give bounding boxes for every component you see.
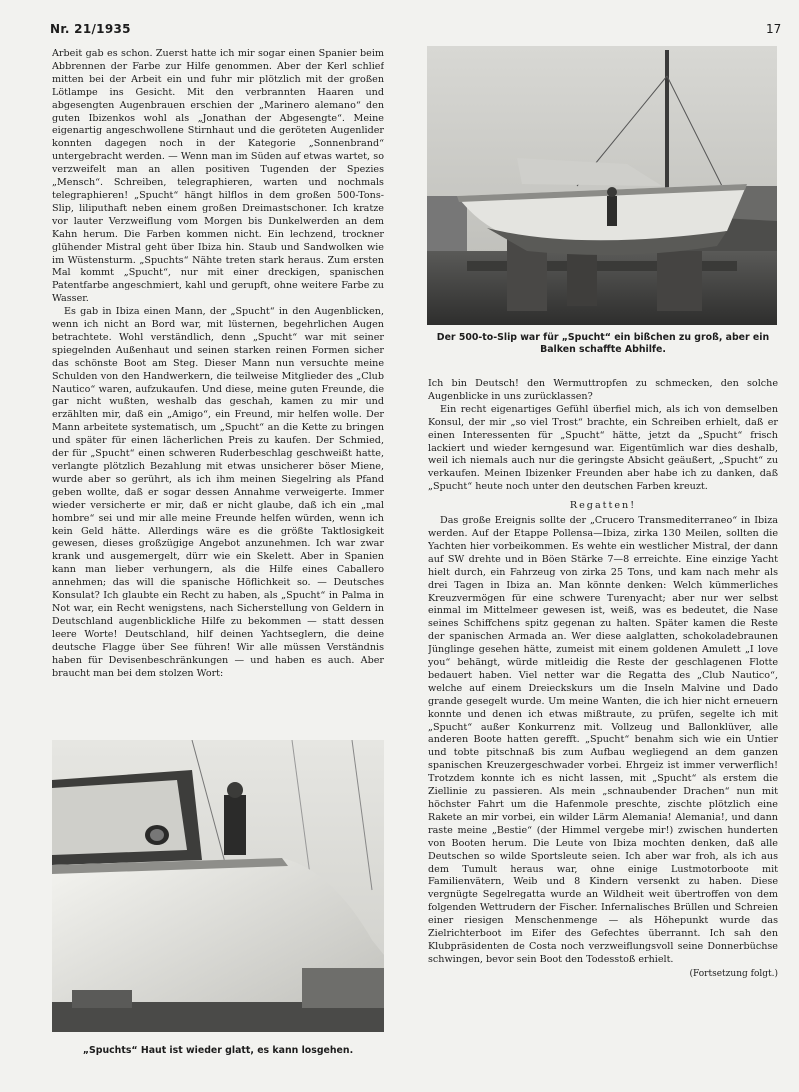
- paragraph: Ich bin Deutsch! den Wermuttropfen zu schmecken, den solche Augenblicke in uns zurücklassen?: [428, 378, 778, 402]
- page-number: 17: [766, 22, 782, 36]
- photo-hull-closeup: [52, 740, 384, 1032]
- continuation-note: (Fortsetzung folgt.): [689, 968, 778, 979]
- paragraph: Arbeit gab es schon. Zuerst hatte ich mir sogar einen Spanier beim Abbrennen der Farbe zur Hilfe genommen. Aber der Kerl schlief mitten bei der Arbeit ein und fuhr mir plötzlich mit der großen Lötlampe ins Gesicht. Mit den verbrannten Haaren und abgesengten Augenbrauen erschien der „Marinero alemano“ den guten Ibizenkos wohl als „Jonathan der Abgesengte“. Meine eigenartig angeschwollene Stirnhaut und die geröteten Augenlider konnten dagegen noch in der Kategorie „Sonnenbrand“ untergebracht werden. — Wenn man im Süden auf etwas wartet, so verzweifelt man an allen positiven Tugenden der Spezies „Mensch“. Schreiben, telegraphieren, warten und nochmals telegraphieren! „Spucht“ hängt hilflos in dem großen 500-Tons-Slip, liliputhaft neben einem großen Dreimastschoner. Ich kratze vor lauter Verzweiflung vom Morgen bis Dunkelwerden an dem Kahn herum. Die Farben kommen nicht. Ein lechzend, trockner glühender Mistral geht über Ibiza hin. Staub und Sandwolken wie im Wüstensturm. „Spuchts“ Nähte treten stark heraus. Zum ersten Mal kommt „Spucht“, nur mit einer dreckigen, spanischen Patentfarbe angeschmiert, kahl und gerupft, ohne weitere Farbe zu Wasser.: [52, 48, 384, 305]
- top-photo-caption: Der 500-to-Slip war für „Spucht“ ein bißchen zu groß, aber ein Balken schaffte Abhilfe.: [436, 332, 770, 355]
- photo-boat-on-slip-image: [427, 46, 777, 325]
- bottom-photo-caption: „Spuchts“ Haut ist wieder glatt, es kann losgehen.: [82, 1045, 354, 1056]
- section-heading: Regatten!: [569, 500, 637, 512]
- left-column: [52, 48, 384, 718]
- photo-boat-on-slip: [427, 46, 777, 325]
- photo-hull-closeup-image: [52, 740, 384, 1032]
- right-column: [428, 378, 778, 1063]
- issue-number: Nr. 21/1935: [50, 22, 131, 36]
- paragraph: Ein recht eigenartiges Gefühl überfiel mich, als ich von demselben Konsul, der mir „so viel Trost“ brachte, ein Schreiben erhielt, daß er einen Interessenten für „Spucht“ hätte, jetzt da „Spucht“ frisch lackiert und wieder kerngesund war. Eigentümlich war dies deshalb, weil ich niemals auch nur die geringste Absicht geäußert, „Spucht“ zu verkaufen. Meinen Ibizenker Freunden aber habe ich zu danken, daß „Spucht“ heute noch unter den deutschen Farben kreuzt.: [428, 403, 778, 493]
- paragraph: Es gab in Ibiza einen Mann, der „Spucht“ in den Augenblicken, wenn ich nicht an Bord war, mit lüsternen, begehrlichen Augen betrachtete. Wohl verständlich, denn „Spucht“ war mit seiner spiegelnden Außenhaut und seinen starken reinen Formen sicher das schönste Boot am Steg. Dieser Mann nun versuchte meine Schulden von den Handwerkern, die teilweise Mitglieder des „Club Nautico“ waren, aufzukaufen. Und diese, meine guten Freunde, die gar nicht wußten, weshalb das geschah, kamen zu mir und erzählten mir, daß ein „Amigo“, ein Freund, mir helfen wolle. Der Mann arbeitete systematisch, um „Spucht“ an die Kette zu bringen und später für einen lächerlichen Preis zu kaufen. Der Schmied, der für „Spucht“ einen schweren Ruderbeschlag geschweißt hatte, verlangte plötzlich Bezahlung mit etwas unsicherer böser Miene, wurde aber so gerührt, als ich ihm meinen Siegelring als Pfand geben wollte, daß er sogar dessen Annahme verweigerte. Immer wieder versicherte er mir, daß er nicht glaube, daß ich ein „mal hombre“ sei und mir alle meine Freunde helfen würden, wenn ich kein Geld hätte. Allerdings wäre es die größte Taktlosigkeit gewesen, dieses großzügige Angebot anzunehmen. Ich war zwar krank und ausgemergelt, dürr wie ein Skelett. Aber in Spanien kann man lieber verhungern, als die Hilfe eines Caballero annehmen; das will die spanische Höflichkeit so. — Deutsches Konsulat? Ich glaubte ein Recht zu haben, als „Spucht“ in Palma in Not war, ein Recht wenigstens, nach Sicherstellung von Geldern in Deutschland augenblickliche Hilfe zu bekommen — statt dessen leere Worte! Deutschland, hilf deinen Yachtseglern, die deine deutsche Flagge über See führen! Wir alle müssen Verständnis haben für Devisenbeschränkungen — und haben es auch. Aber braucht man bei dem stolzen Wort:: [52, 306, 384, 679]
- paragraph: Das große Ereignis sollte der „Crucero Transmediterraneo“ in Ibiza werden. Auf der Etappe Pollensa—Ibiza, zirka 130 Meilen, sollten die Yachten hier vorbeikommen. Es wehte ein westlicher Mistral, der dann auf SW drehte und in Böen Stärke 7—8 erreichte. Eine einzige Yacht hielt durch, ein Fahrzeug von zirka 25 Tons, und kam nach mehr als drei Tagen in Ibiza an. Man könnte denken: Welch kümmerliches Kreuzvermögen für eine schwere Turenyacht; aber nur wer selbst einmal im Mittelmeer gewesen ist, weiß, was es bedeutet, die Nase seines Schiffchens spitz gegenan zu halten. Später kamen die Reste der spanischen Armada an. Wer diese aalglatten, schokoladebraunen Jünglinge gesehen hätte, zumeist mit einem goldenen Amulett „I love you“ behängt, würde mitleidig die Reste der geschlagenen Flotte bedauert haben. Viel netter war die Regatta des „Club Nautico“, welche auf einem Dreieckskurs um die Inseln Malvine und Dado grande gesegelt wurde. Um meine Wanten, die ich hier nicht erneuern konnte und denen ich etwas mißtraute, zu prüfen, segelte ich mit „Spucht“ außer Konkurrenz mit. Vollzeug und Ballonklüver, alle anderen Boote hatten gerefft. „Spucht“ benahm sich wie ein Untier und tobte pitschnaß bis zum Aufbau wegliegend an dem ganzen spanischen Kreuzergeschwader vorbei. Ehrgeiz ist immer verwerflich! Trotzdem konnte ich es nicht lassen, mit „Spucht“ als erstem die Ziellinie zu passieren. Als mein „schnaubender Drachen“ nun mit höchster Fahrt um die Hafenmole preschte, zischte plötzlich eine Rakete an mir vorbei, ein wilder Lärm Alemania! Alemania!, und dann raste meine „Bestie“ (der Himmel vergebe mir!) zwischen hunderten von Booten herum. Die Leute von Ibiza mochten denken, daß alle Deutschen so wilde Sportsleute seien. Ich aber war froh, als ich aus dem Tumult heraus war, ohne einige Lustmotorboote mit Familienvätern, Weib und 8 Kindern versenkt zu haben. Diese vergnügte Segelregatta wurde an Wildheit weit übertroffen von dem folgenden Wettrudern der Fischer. Infernalisches Brüllen und Schreien einer riesigen Menschenmenge — als Höhepunkt wurde das Zielrichterboot im Eifer des Gefechtes überrannt. Ich sah den Klubpräsidenten de Costa noch verzweiflungsvoll seine Donnerbüchse schwingen, bevor sein Boot den Todesstoß erhielt.: [428, 515, 778, 965]
